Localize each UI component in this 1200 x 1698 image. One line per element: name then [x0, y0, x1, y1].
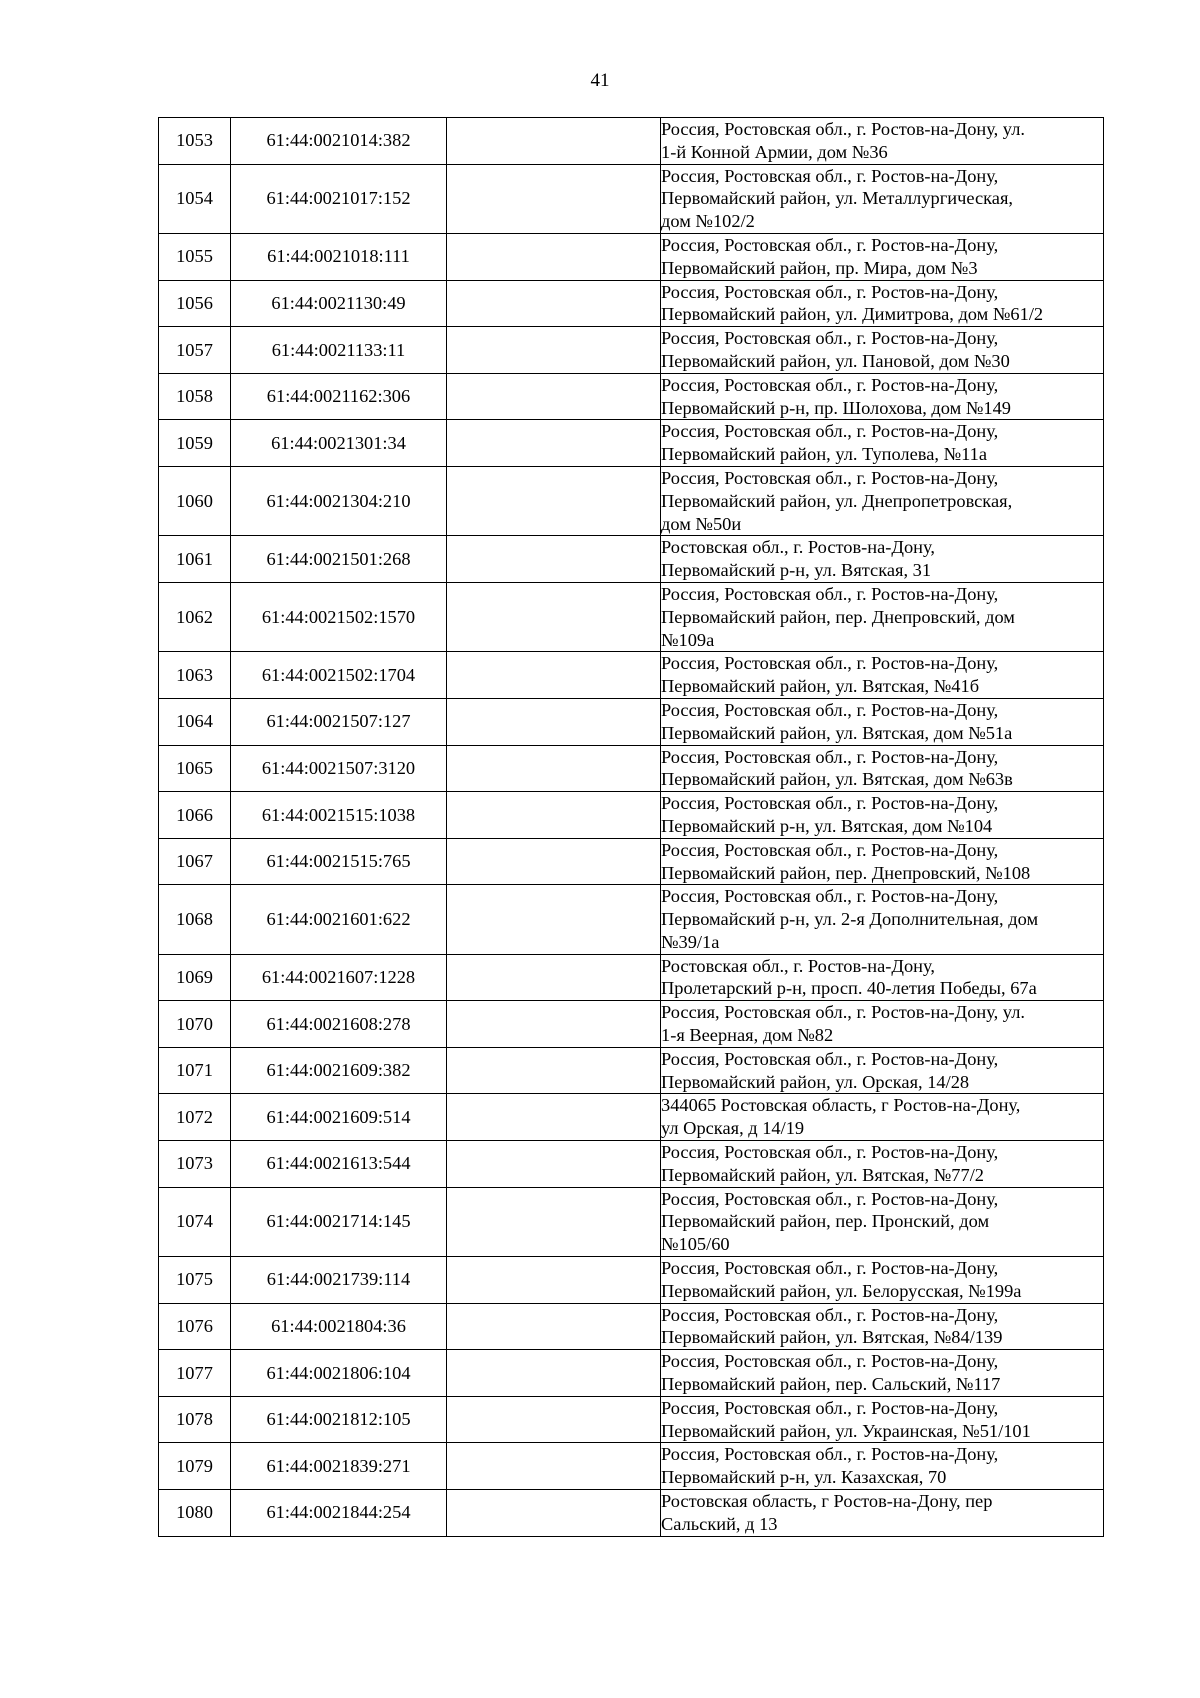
- row-number-cell: 1065: [159, 745, 231, 792]
- table-row: [159, 1094, 1104, 1141]
- empty-cell: [447, 233, 661, 280]
- address-cell: Россия, Ростовская обл., г. Ростов-на-Дону, Первомайский район, ул. Туполева, №11а: [661, 420, 1104, 467]
- table-row: [159, 1001, 1104, 1048]
- empty-cell: [447, 1350, 661, 1397]
- address-cell: Россия, Ростовская обл., г. Ростов-на-Дону, Первомайский район, ул. Украинская, №51/101: [661, 1396, 1104, 1443]
- page-number: 41: [590, 70, 610, 91]
- address-cell: Россия, Ростовская обл., г. Ростов-на-Дону, Первомайский р-н, ул. Казахская, 70: [661, 1443, 1104, 1490]
- empty-cell: [447, 582, 661, 651]
- cadastral-number-cell: 61:44:0021017:152: [231, 164, 447, 233]
- empty-cell: [447, 164, 661, 233]
- table-row: [159, 536, 1104, 583]
- cadastral-number-cell: 61:44:0021714:145: [231, 1187, 447, 1256]
- address-cell: Россия, Ростовская обл., г. Ростов-на-Дону, Первомайский район, ул. Вятская, дом №63в: [661, 745, 1104, 792]
- cadastral-number-cell: 61:44:0021804:36: [231, 1303, 447, 1350]
- empty-cell: [447, 698, 661, 745]
- address-cell: Россия, Ростовская обл., г. Ростов-на-Дону, Первомайский район, пер. Сальский, №117: [661, 1350, 1104, 1397]
- empty-cell: [447, 280, 661, 327]
- empty-cell: [447, 1094, 661, 1141]
- table-row: [159, 1047, 1104, 1094]
- row-number-cell: 1071: [159, 1047, 231, 1094]
- table-row: [159, 745, 1104, 792]
- row-number-cell: 1079: [159, 1443, 231, 1490]
- address-cell: Россия, Ростовская обл., г. Ростов-на-Дону, Первомайский район, пр. Мира, дом №3: [661, 233, 1104, 280]
- address-cell: Россия, Ростовская обл., г. Ростов-на-Дону, Первомайский район, ул. Вятская, №41б: [661, 652, 1104, 699]
- table-row: [159, 698, 1104, 745]
- address-cell: Россия, Ростовская обл., г. Ростов-на-Дону, Первомайский р-н, ул. 2-я Дополнительная, дом №39/1а: [661, 885, 1104, 954]
- address-cell: Россия, Ростовская обл., г. Ростов-на-Дону, Первомайский район, ул. Вятская, дом №51а: [661, 698, 1104, 745]
- address-cell: Россия, Ростовская обл., г. Ростов-на-Дону, Первомайский район, ул. Вятская, №84/139: [661, 1303, 1104, 1350]
- cadastral-number-cell: 61:44:0021515:1038: [231, 792, 447, 839]
- cadastral-number-cell: 61:44:0021018:111: [231, 233, 447, 280]
- address-cell: Россия, Ростовская обл., г. Ростов-на-Дону, Первомайский район, ул. Димитрова, дом №61/2: [661, 280, 1104, 327]
- row-number-cell: 1068: [159, 885, 231, 954]
- address-cell: Россия, Ростовская обл., г. Ростов-на-Дону, Первомайский р-н, ул. Вятская, дом №104: [661, 792, 1104, 839]
- address-cell: Россия, Ростовская обл., г. Ростов-на-Дону, Первомайский район, ул. Металлургическая, дом №102/2: [661, 164, 1104, 233]
- row-number-cell: 1067: [159, 838, 231, 885]
- address-cell: Россия, Ростовская обл., г. Ростов-на-Дону, Первомайский район, пер. Пронский, дом №105/60: [661, 1187, 1104, 1256]
- table-row: [159, 1303, 1104, 1350]
- empty-cell: [447, 420, 661, 467]
- empty-cell: [447, 745, 661, 792]
- row-number-cell: 1066: [159, 792, 231, 839]
- address-cell: Ростовская область, г Ростов-на-Дону, пер Сальский, д 13: [661, 1490, 1104, 1537]
- table-row: [159, 118, 1104, 165]
- row-number-cell: 1062: [159, 582, 231, 651]
- table-row: [159, 164, 1104, 233]
- table-row: [159, 652, 1104, 699]
- empty-cell: [447, 954, 661, 1001]
- row-number-cell: 1057: [159, 327, 231, 374]
- empty-cell: [447, 1187, 661, 1256]
- row-number-cell: 1077: [159, 1350, 231, 1397]
- cadastral-number-cell: 61:44:0021501:268: [231, 536, 447, 583]
- row-number-cell: 1076: [159, 1303, 231, 1350]
- row-number-cell: 1053: [159, 118, 231, 165]
- empty-cell: [447, 466, 661, 535]
- empty-cell: [447, 1257, 661, 1304]
- table-row: [159, 1187, 1104, 1256]
- cadastral-number-cell: 61:44:0021607:1228: [231, 954, 447, 1001]
- address-cell: Россия, Ростовская обл., г. Ростов-на-Дону, Первомайский р-н, пр. Шолохова, дом №149: [661, 373, 1104, 420]
- property-table: [158, 117, 1104, 1537]
- empty-cell: [447, 1303, 661, 1350]
- row-number-cell: 1058: [159, 373, 231, 420]
- empty-cell: [447, 118, 661, 165]
- address-cell: Россия, Ростовская обл., г. Ростов-на-Дону, Первомайский район, ул. Вятская, №77/2: [661, 1141, 1104, 1188]
- address-cell: Россия, Ростовская обл., г. Ростов-на-Дону, Первомайский район, пер. Днепровский, дом №109а: [661, 582, 1104, 651]
- table-row: [159, 792, 1104, 839]
- table-row: [159, 466, 1104, 535]
- empty-cell: [447, 327, 661, 374]
- empty-cell: [447, 373, 661, 420]
- table-row: [159, 233, 1104, 280]
- row-number-cell: 1073: [159, 1141, 231, 1188]
- row-number-cell: 1072: [159, 1094, 231, 1141]
- cadastral-number-cell: 61:44:0021601:622: [231, 885, 447, 954]
- cadastral-number-cell: 61:44:0021162:306: [231, 373, 447, 420]
- empty-cell: [447, 536, 661, 583]
- address-cell: Россия, Ростовская обл., г. Ростов-на-Дону, Первомайский район, ул. Белорусская, №199а: [661, 1257, 1104, 1304]
- cadastral-number-cell: 61:44:0021839:271: [231, 1443, 447, 1490]
- cadastral-number-cell: 61:44:0021502:1704: [231, 652, 447, 699]
- cadastral-number-cell: 61:44:0021812:105: [231, 1396, 447, 1443]
- cadastral-number-cell: 61:44:0021507:3120: [231, 745, 447, 792]
- cadastral-number-cell: 61:44:0021301:34: [231, 420, 447, 467]
- address-cell: 344065 Ростовская область, г Ростов-на-Дону, ул Орская, д 14/19: [661, 1094, 1104, 1141]
- table-row: [159, 420, 1104, 467]
- table-row: [159, 327, 1104, 374]
- table-row: [159, 1141, 1104, 1188]
- table-row: [159, 280, 1104, 327]
- address-cell: Ростовская обл., г. Ростов-на-Дону, Пролетарский р-н, просп. 40-летия Победы, 67а: [661, 954, 1104, 1001]
- cadastral-number-cell: 61:44:0021609:514: [231, 1094, 447, 1141]
- empty-cell: [447, 1141, 661, 1188]
- row-number-cell: 1056: [159, 280, 231, 327]
- empty-cell: [447, 1001, 661, 1048]
- row-number-cell: 1069: [159, 954, 231, 1001]
- row-number-cell: 1078: [159, 1396, 231, 1443]
- table-row: [159, 373, 1104, 420]
- table-row: [159, 582, 1104, 651]
- cadastral-number-cell: 61:44:0021507:127: [231, 698, 447, 745]
- row-number-cell: 1070: [159, 1001, 231, 1048]
- cadastral-number-cell: 61:44:0021502:1570: [231, 582, 447, 651]
- row-number-cell: 1059: [159, 420, 231, 467]
- row-number-cell: 1060: [159, 466, 231, 535]
- cadastral-number-cell: 61:44:0021613:544: [231, 1141, 447, 1188]
- row-number-cell: 1074: [159, 1187, 231, 1256]
- table-row: [159, 885, 1104, 954]
- row-number-cell: 1055: [159, 233, 231, 280]
- address-cell: Россия, Ростовская обл., г. Ростов-на-Дону, ул. 1-й Конной Армии, дом №36: [661, 118, 1104, 165]
- cadastral-number-cell: 61:44:0021609:382: [231, 1047, 447, 1094]
- address-cell: Россия, Ростовская обл., г. Ростов-на-Дону, Первомайский район, пер. Днепровский, №108: [661, 838, 1104, 885]
- empty-cell: [447, 1047, 661, 1094]
- address-cell: Россия, Ростовская обл., г. Ростов-на-Дону, Первомайский район, ул. Днепропетровская, дом №50и: [661, 466, 1104, 535]
- empty-cell: [447, 792, 661, 839]
- empty-cell: [447, 652, 661, 699]
- cadastral-number-cell: 61:44:0021844:254: [231, 1490, 447, 1537]
- table-row: [159, 1350, 1104, 1397]
- cadastral-number-cell: 61:44:0021014:382: [231, 118, 447, 165]
- address-cell: Россия, Ростовская обл., г. Ростов-на-Дону, Первомайский район, ул. Орская, 14/28: [661, 1047, 1104, 1094]
- table-body: [159, 118, 1104, 1537]
- row-number-cell: 1080: [159, 1490, 231, 1537]
- empty-cell: [447, 838, 661, 885]
- empty-cell: [447, 885, 661, 954]
- empty-cell: [447, 1443, 661, 1490]
- row-number-cell: 1075: [159, 1257, 231, 1304]
- table-row: [159, 1257, 1104, 1304]
- row-number-cell: 1054: [159, 164, 231, 233]
- cadastral-number-cell: 61:44:0021608:278: [231, 1001, 447, 1048]
- cadastral-number-cell: 61:44:0021133:11: [231, 327, 447, 374]
- row-number-cell: 1061: [159, 536, 231, 583]
- table-row: [159, 1443, 1104, 1490]
- address-cell: Россия, Ростовская обл., г. Ростов-на-Дону, Первомайский район, ул. Пановой, дом №30: [661, 327, 1104, 374]
- table-row: [159, 1396, 1104, 1443]
- table-row: [159, 954, 1104, 1001]
- cadastral-number-cell: 61:44:0021739:114: [231, 1257, 447, 1304]
- table-row: [159, 838, 1104, 885]
- cadastral-number-cell: 61:44:0021130:49: [231, 280, 447, 327]
- address-cell: Россия, Ростовская обл., г. Ростов-на-Дону, ул. 1-я Веерная, дом №82: [661, 1001, 1104, 1048]
- row-number-cell: 1063: [159, 652, 231, 699]
- empty-cell: [447, 1490, 661, 1537]
- cadastral-number-cell: 61:44:0021515:765: [231, 838, 447, 885]
- cadastral-number-cell: 61:44:0021806:104: [231, 1350, 447, 1397]
- row-number-cell: 1064: [159, 698, 231, 745]
- address-cell: Ростовская обл., г. Ростов-на-Дону, Первомайский р-н, ул. Вятская, 31: [661, 536, 1104, 583]
- table-row: [159, 1490, 1104, 1537]
- cadastral-number-cell: 61:44:0021304:210: [231, 466, 447, 535]
- empty-cell: [447, 1396, 661, 1443]
